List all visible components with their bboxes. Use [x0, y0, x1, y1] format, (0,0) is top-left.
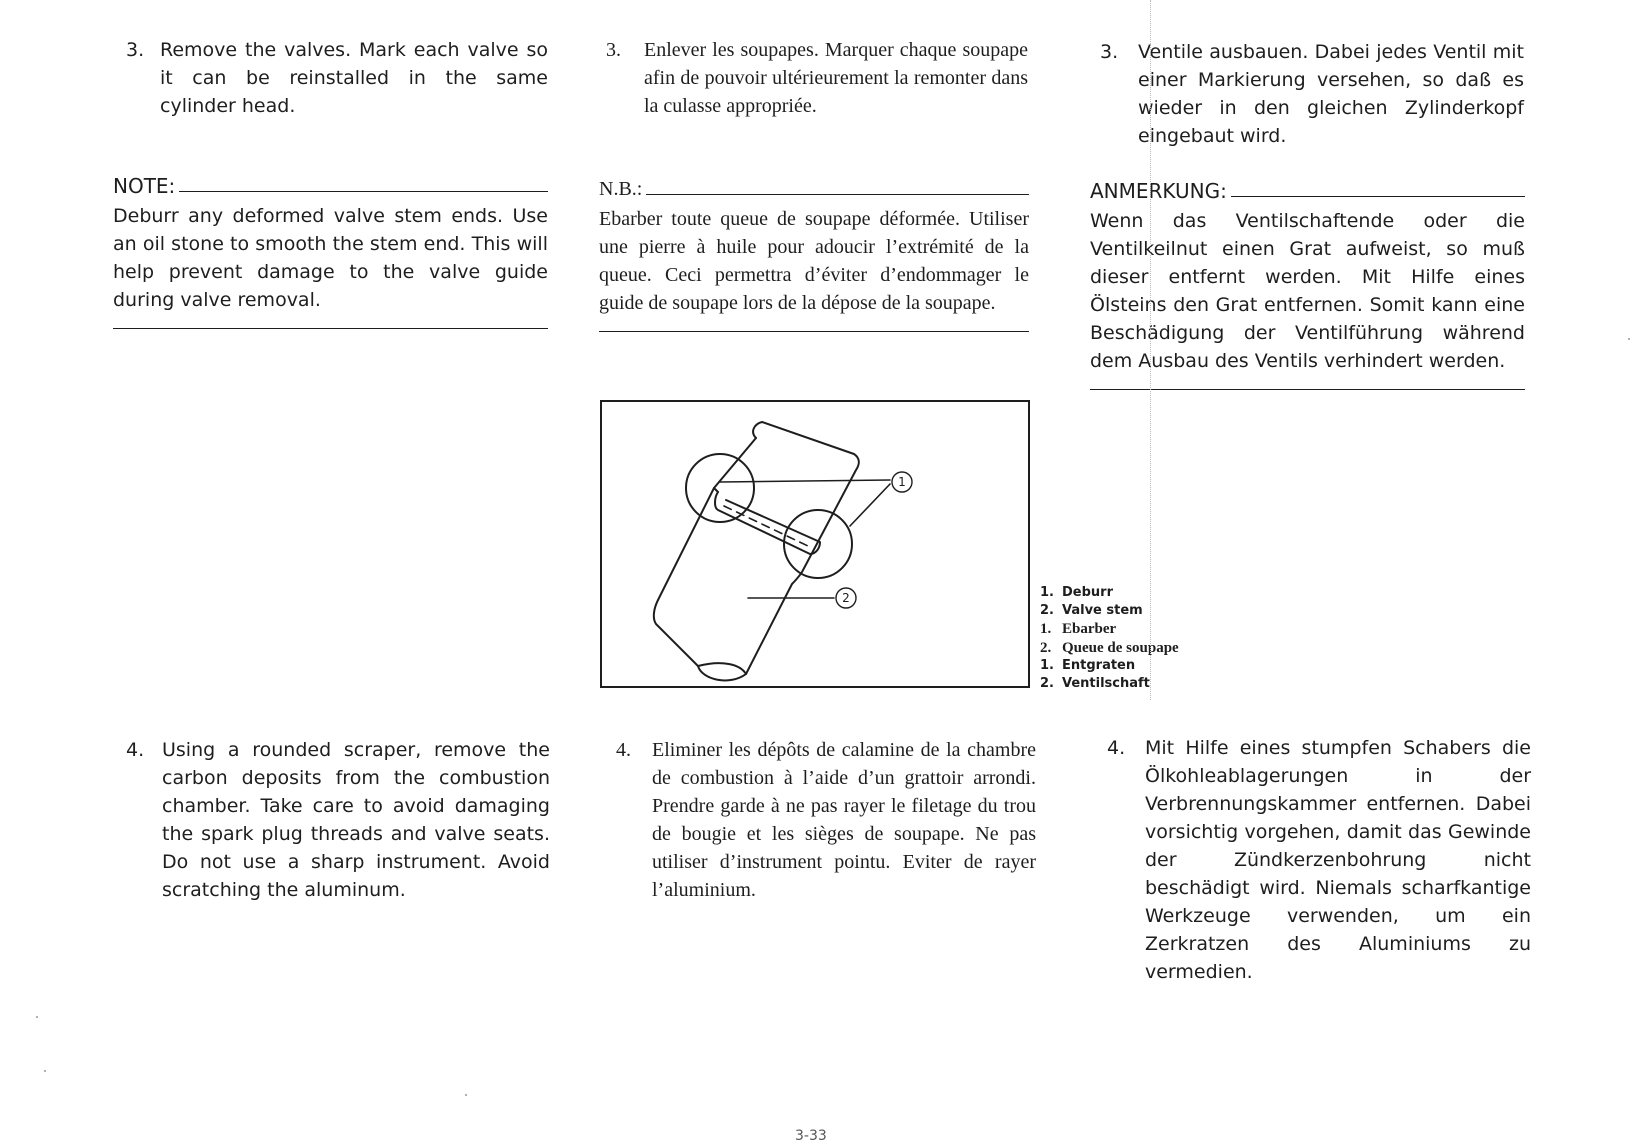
french-step-4	[616, 736, 1036, 904]
english-note	[113, 170, 548, 329]
leader-1b	[850, 484, 890, 526]
deburr-circle-2	[784, 510, 852, 578]
step-number: 3.	[126, 39, 145, 61]
figure-legend	[1040, 584, 1179, 693]
legend-row: 1. Entgraten	[1040, 657, 1136, 673]
scan-speck	[465, 1094, 467, 1096]
note-text: Wenn das Ventilschaftende oder die Ventilkeilnut einen Grat aufweist, so muß dieser entfernt werden. Mit Hilfe eines Ölsteins den Grat entfernen. Somit kann eine Beschädigung der Ventilführung während dem Ausbau des Ventils verhindert werden.	[1090, 210, 1525, 372]
callout-2-num: 2	[842, 591, 850, 605]
leader-1a	[720, 480, 890, 482]
step-number: 4.	[126, 739, 145, 761]
german-step-4	[1107, 734, 1531, 986]
note-rule	[1231, 196, 1525, 197]
step-text: Enlever les soupapes. Marquer chaque soupape afin de pouvoir ultérieurement la remonter dans la culasse appropriée.	[644, 39, 1028, 117]
french-note	[599, 173, 1029, 332]
step-number: 4.	[1107, 737, 1126, 759]
note-rule	[646, 194, 1029, 195]
stem-outline	[654, 422, 859, 680]
german-step-3	[1100, 38, 1524, 150]
english-step-4	[126, 736, 550, 904]
step-number: 3.	[606, 39, 621, 61]
step-text: Remove the valves. Mark each valve so it can be reinstalled in the same cylinder head.	[160, 39, 548, 117]
note-end-rule	[113, 328, 548, 329]
valve-stem-illustration	[602, 402, 1028, 686]
note-end-rule	[1090, 389, 1525, 390]
scan-speck	[44, 1070, 46, 1072]
step-text: Ventile ausbauen. Dabei jedes Ventil mit einer Markierung versehen, so daß es wieder in den gleichen Zylinderkopf eingebaut wird.	[1138, 41, 1524, 147]
note-label: ANMERKUNG:	[1090, 179, 1227, 203]
legend-row: 2. Valve stem	[1040, 603, 1143, 619]
note-heading	[599, 173, 1029, 201]
step-text: Mit Hilfe eines stumpfen Schabers die Ölkohleablagerungen in der Verbrennungskammer entfernen. Dabei vorsichtig vorgehen, damit das Gewinde der Zündkerzenbohrung nicht beschädigt wird. Niemals scharfkantige Werkzeuge verwenden, um ein Zerkratzen des Aluminiums zu vermedien.	[1145, 737, 1531, 983]
legend-row: 2. Ventilschaft	[1040, 676, 1150, 692]
stem-bottom-edge	[698, 663, 746, 674]
note-text: Deburr any deformed valve stem ends. Use an oil stone to smooth the stem end. This will help prevent damage to the valve guide during valve removal.	[113, 205, 548, 311]
stem-left-edge	[714, 438, 756, 492]
note-heading	[1090, 175, 1525, 203]
note-label: NOTE:	[113, 174, 176, 198]
legend-row: 1. Deburr	[1040, 585, 1113, 600]
note-label: N.B.:	[599, 178, 643, 200]
step-text: Using a rounded scraper, remove the carbon deposits from the combustion chamber. Take care to avoid damaging the spark plug threads and valve seats. Do not use a sharp instrument. Avoid scratching the aluminum.	[162, 739, 550, 901]
page-number: 3-33	[795, 1128, 827, 1144]
step-text: Eliminer les dépôts de calamine de la chambre de combustion à l’aide d’un grattoir arrondi. Prendre garde à ne pas rayer le filetage du trou de bougie et les sièges de soupape. Ne pas utiliser d’instrument pointu. Eviter de rayer l’aluminium.	[652, 739, 1036, 901]
note-rule	[179, 191, 548, 192]
german-note	[1090, 175, 1525, 390]
note-text: Ebarber toute queue de soupape déformée. Utiliser une pierre à huile pour adoucir l’extrémité de la queue. Ceci permettra d’éviter d’endommager le guide de soupape lors de la dépose de la soupape.	[599, 208, 1029, 314]
legend-row: 1. Ebarber	[1040, 621, 1117, 638]
legend-row: 2. Queue de soupape	[1040, 639, 1179, 656]
step-number: 4.	[616, 739, 631, 761]
callout-1-num: 1	[898, 475, 906, 489]
french-step-3	[606, 36, 1028, 120]
english-step-3	[126, 36, 548, 120]
note-end-rule	[599, 331, 1029, 332]
valve-stem-figure	[600, 400, 1030, 688]
scan-fold-line	[1150, 0, 1151, 700]
step-number: 3.	[1100, 41, 1119, 63]
groove-dashes	[724, 506, 808, 546]
note-heading	[113, 170, 548, 198]
scan-speck	[1628, 338, 1630, 340]
scan-speck	[36, 1016, 38, 1018]
